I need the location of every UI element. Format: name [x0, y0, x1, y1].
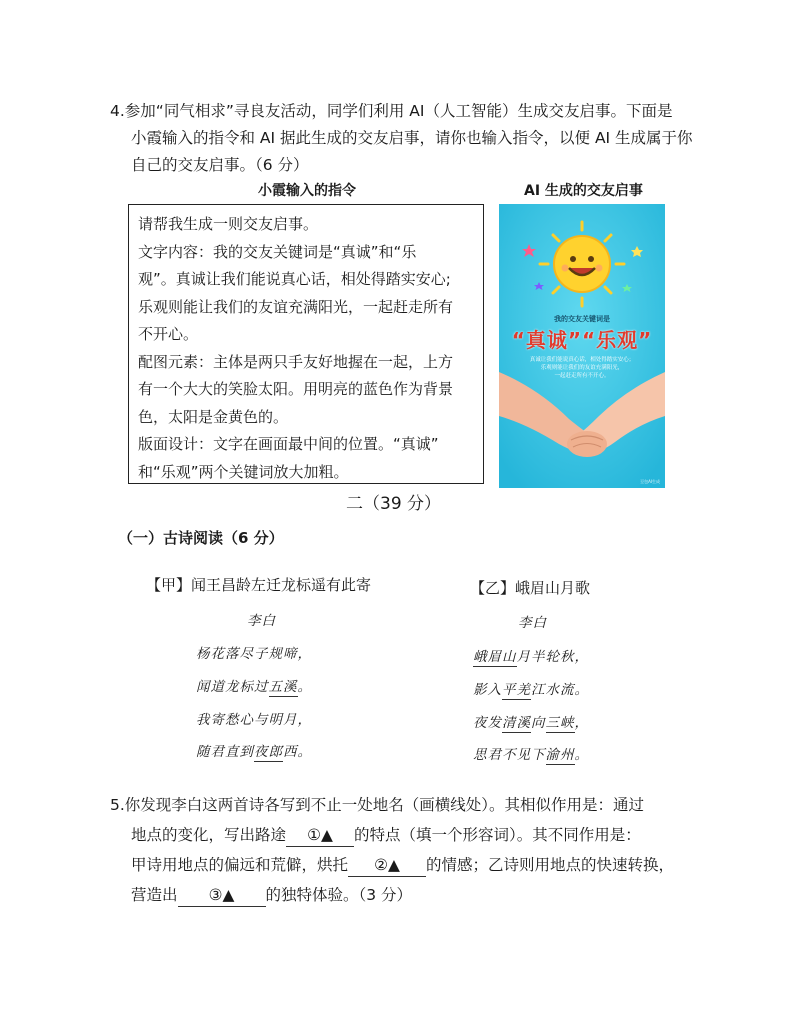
instruction-line: 观”。真诚让我们能说真心话，相处得踏实安心; [138, 270, 451, 288]
answer-blank-2[interactable]: ②▲ [348, 854, 426, 877]
instruction-line: 请帮我生成一则交友启事。 [138, 215, 319, 233]
section-title: 二（39 分） [346, 494, 442, 514]
instruction-line: 有一个大大的笑脸太阳。用明亮的蓝色作为背景 [138, 380, 454, 398]
poem-text: 随君直到 [196, 744, 254, 760]
q5-line-4: 营造出 ③▲ 的独特体验。（3 分） [110, 880, 710, 910]
poem-b-title: 【乙】峨眉山月歌 [470, 579, 591, 597]
poem-text: 西。 [283, 744, 312, 760]
poem-a-line [196, 675, 312, 695]
place-name: 清溪 [502, 715, 531, 731]
poster-text-line: 一起赶走所有不开心。 [554, 373, 610, 379]
q4-number: 4. [110, 102, 125, 120]
poem-text: 夜发 [473, 715, 502, 731]
place-name: 渝州 [545, 747, 575, 763]
poem-text: 闻道龙标过 [196, 679, 269, 695]
instruction-line: 版面设计：文字在画面最中间的位置。“真诚” [138, 435, 439, 453]
poster-text-line: 真诚让我们能说真心话，相处得踏实安心； [529, 357, 635, 363]
poem-a-line [196, 708, 312, 728]
instruction-caption: 小霞输入的指令 [258, 183, 356, 199]
instruction-line: 色，太阳是金黄色的。 [138, 407, 289, 426]
poem-b-line [473, 645, 589, 665]
place-name: 峨眉山 [473, 649, 517, 665]
place-name: 五溪 [268, 679, 298, 695]
sun-icon [554, 236, 610, 292]
q4-line-1: 4.参加“同气相求”寻良友活动，同学们利用 AI（人工智能）生成交友启事。下面是 [110, 102, 673, 120]
instruction-line: 配图元素：主体是两只手友好地握在一起，上方 [138, 352, 454, 371]
poem-text: 我寄愁心与明月， [196, 712, 312, 728]
poem-text: 月半轮秋， [516, 649, 589, 665]
instruction-line: 不开心。 [138, 325, 199, 343]
poster-watermark: 豆包AI生成 [640, 479, 660, 484]
poem-text: ， [574, 715, 589, 731]
q5-number: 5. [110, 796, 125, 814]
place-name: 三峡 [545, 715, 575, 731]
poem-b-line [473, 711, 589, 731]
q5-line-3: 甲诗用地点的偏远和荒僻，烘托 ②▲ 的情感；乙诗则用地点的快速转换， [110, 850, 710, 880]
poem-b-author: 李白 [518, 615, 547, 631]
poem-b-line [473, 743, 589, 763]
q5-line-2: 地点的变化，写出路途 ①▲ 的特点（填一个形容词）。其不同作用是： [110, 820, 710, 850]
poem-a-title: 【甲】闻王昌龄左迁龙标遥有此寄 [146, 576, 372, 594]
poem-text: 向 [531, 715, 546, 731]
q4-line-3: 自己的交友启事。（6 分） [131, 156, 309, 174]
poster-text-line: 乐观则能让我们的友谊充满阳光， [540, 365, 624, 371]
q4-line-2: 小霞输入的指令和 AI 据此生成的交友启事，请你也输入指令，以便 AI 生成属于你 [131, 129, 693, 147]
instruction-line: 文字内容：我的交友关键词是“真诚”和“乐 [138, 242, 417, 261]
poster-caption: AI 生成的交友启事 [524, 183, 643, 199]
place-name: 平羌 [502, 682, 531, 698]
place-name: 夜郎 [254, 744, 283, 760]
subsection-title: （一）古诗阅读（6 分） [118, 529, 284, 547]
poem-b-line [473, 678, 589, 698]
answer-blank-3[interactable]: ③▲ [178, 884, 266, 907]
poem-text: 江水流。 [531, 682, 589, 698]
poem-a-line [196, 642, 312, 662]
ai-poster [499, 204, 665, 488]
poster-subtitle: 我的交友关键词是 [554, 315, 610, 323]
question-4 [110, 98, 700, 179]
instruction-line: 和“乐观”两个关键词放大加粗。 [138, 462, 349, 481]
poem-text: 杨花落尽子规啼， [196, 646, 312, 662]
poem-a-line [196, 740, 312, 760]
poster-keywords: “真诚”“乐观” [511, 328, 653, 352]
poem-a-author: 李白 [247, 613, 276, 629]
poem-text: 思君不见下 [473, 747, 546, 763]
question-5 [110, 790, 710, 910]
answer-blank-1[interactable]: ①▲ [286, 824, 354, 847]
instruction-box [128, 204, 484, 484]
poem-text: 影入 [473, 682, 502, 698]
poem-text: 。 [297, 679, 312, 695]
poem-text: 。 [574, 747, 589, 763]
q5-line-1: 5.你发现李白这两首诗各写到不止一处地名（画横线处）。其相似作用是：通过 [110, 796, 645, 814]
instruction-line: 乐观则能让我们的友谊充满阳光，一起赶走所有 [138, 297, 454, 316]
